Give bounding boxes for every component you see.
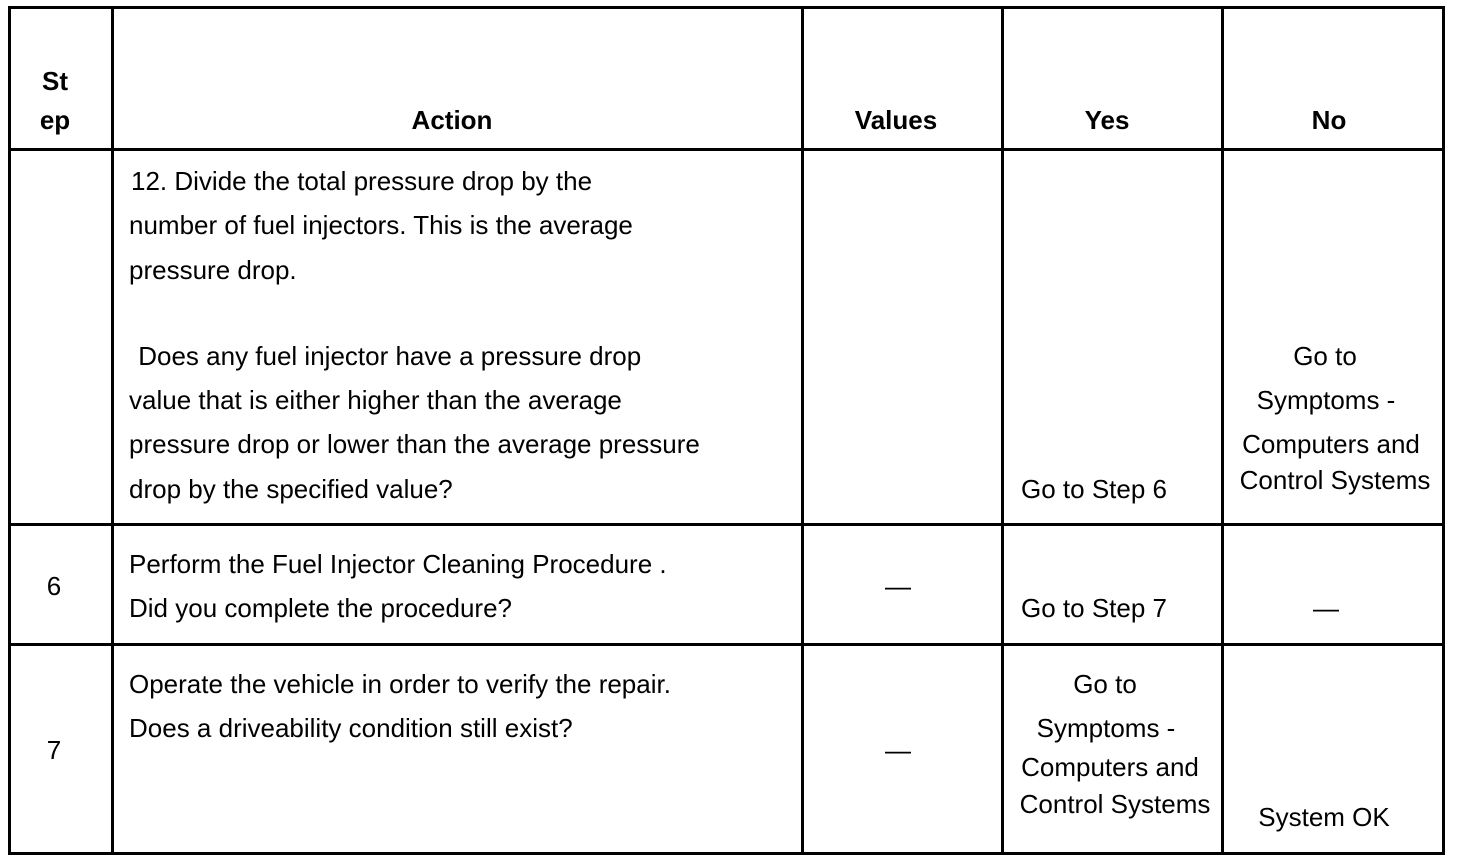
column-divider-values-yes bbox=[1001, 6, 1004, 855]
column-divider-yes-no bbox=[1221, 6, 1224, 855]
row3-step-number: 7 bbox=[46, 735, 62, 765]
header-step-line1: St bbox=[42, 66, 68, 96]
table-border-bottom bbox=[8, 852, 1445, 855]
row2-yes: Go to Step 7 bbox=[1021, 593, 1167, 623]
row1-no-line: Go to bbox=[1293, 341, 1357, 371]
row3-action-line: Operate the vehicle in order to verify the repair. bbox=[129, 669, 671, 699]
row3-yes-line: Go to bbox=[1073, 669, 1137, 699]
header-row-divider bbox=[8, 148, 1445, 151]
row2-no: — bbox=[1313, 593, 1339, 623]
row2-action-line: Did you complete the procedure? bbox=[129, 593, 513, 623]
row3-yes-line: Symptoms - bbox=[1036, 713, 1176, 743]
table-border-right bbox=[1442, 6, 1445, 855]
row2-step-number: 6 bbox=[46, 571, 62, 601]
row1-no-line: Control Systems bbox=[1239, 465, 1431, 495]
header-yes: Yes bbox=[1084, 105, 1130, 135]
row1-action-line: Does any fuel injector have a pressure drop bbox=[131, 341, 642, 371]
row3-yes-line: Control Systems bbox=[1019, 789, 1211, 819]
row3-no: System OK bbox=[1258, 802, 1390, 832]
row2-action-line: Perform the Fuel Injector Cleaning Procedure . bbox=[129, 549, 667, 579]
row1-action-line: pressure drop. bbox=[129, 255, 297, 285]
header-action: Action bbox=[411, 105, 493, 135]
header-values: Values bbox=[854, 105, 938, 135]
row1-action-line: number of fuel injectors. This is the average bbox=[129, 210, 633, 240]
row3-yes-line: Computers and bbox=[1021, 752, 1199, 782]
row-divider-step-7 bbox=[8, 643, 1445, 646]
column-divider-action-values bbox=[801, 6, 804, 855]
row-divider-step-6 bbox=[8, 523, 1445, 526]
table-border-top bbox=[8, 6, 1445, 9]
row1-yes: Go to Step 6 bbox=[1021, 474, 1167, 504]
row3-action-line: Does a driveability condition still exist? bbox=[129, 713, 573, 743]
column-divider-step-action bbox=[111, 6, 114, 855]
row1-action-line: drop by the specified value? bbox=[129, 474, 453, 504]
header-no: No bbox=[1311, 105, 1347, 135]
row1-no-line: Symptoms - bbox=[1256, 385, 1396, 415]
row1-action-line: value that is either higher than the average bbox=[129, 385, 622, 415]
row3-values: — bbox=[885, 735, 911, 765]
header-step-line2: ep bbox=[39, 105, 71, 135]
row1-action-line: 12. Divide the total pressure drop by the bbox=[131, 166, 593, 196]
row2-values: — bbox=[885, 571, 911, 601]
row1-action-line: pressure drop or lower than the average pressure bbox=[129, 429, 700, 459]
table-border-left bbox=[8, 6, 11, 855]
row1-no-line: Computers and bbox=[1242, 429, 1420, 459]
